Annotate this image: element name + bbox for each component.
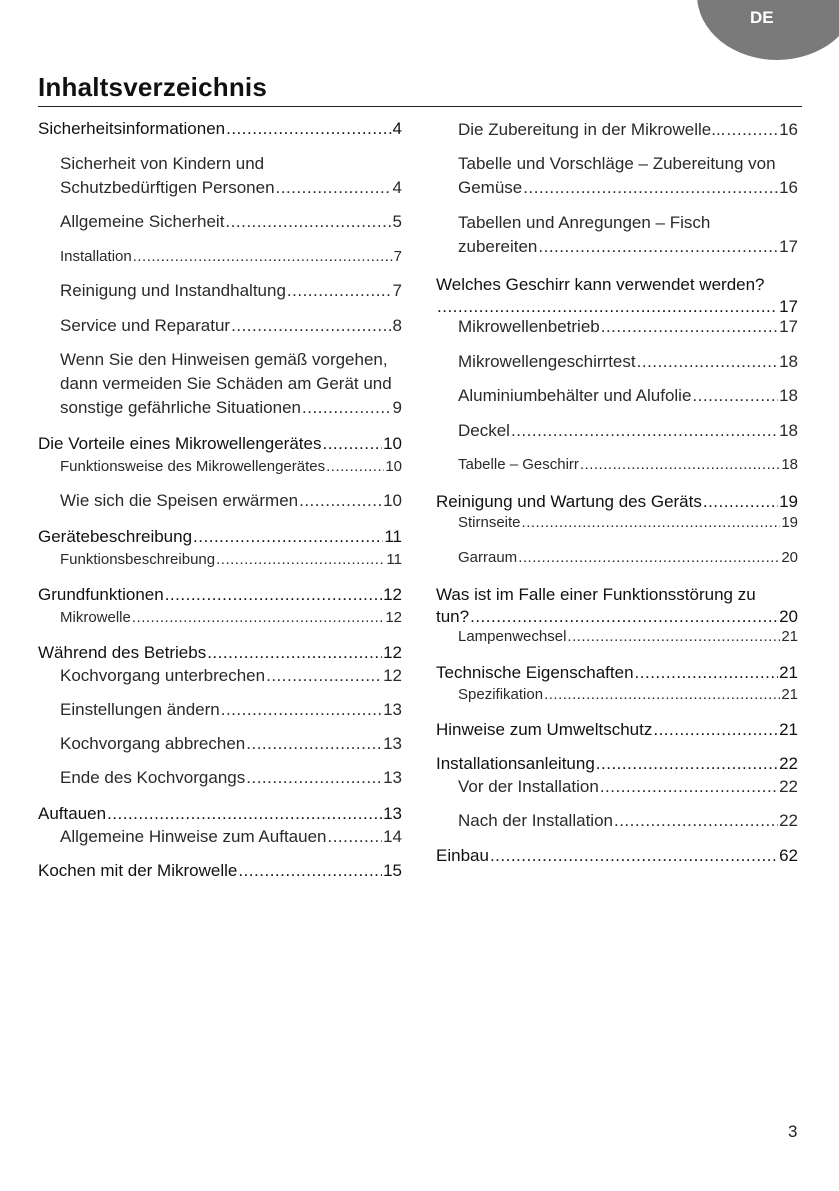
toc-entry-title: Schutzbedürftigen Personen — [60, 178, 275, 197]
dot-leader — [287, 279, 392, 303]
toc-entry-line — [436, 662, 798, 684]
toc-entry-line — [38, 803, 402, 825]
toc-entry-title: Kochen mit der Mikrowelle — [38, 861, 238, 880]
dot-leader — [490, 845, 778, 867]
dot-leader — [133, 245, 393, 269]
toc-entry[interactable] — [436, 350, 798, 374]
toc-page-number: 16 — [779, 178, 798, 197]
toc-page-number: 22 — [779, 811, 798, 830]
toc-page-number: 11 — [384, 527, 402, 546]
dot-leader — [165, 584, 382, 606]
toc-entry-title-line: Was ist im Falle einer Funktionsstörung zu — [436, 585, 756, 604]
dot-leader — [703, 491, 778, 513]
dot-leader — [523, 176, 778, 200]
dot-leader — [567, 625, 780, 649]
toc-entry-title: Hinweise zum Umweltschutz — [436, 720, 653, 739]
toc-entry-title: Die Zubereitung in der Mikrowelle... — [458, 120, 726, 139]
dot-leader — [653, 719, 778, 741]
toc-page-number: 9 — [392, 398, 402, 417]
toc-entry[interactable] — [38, 433, 402, 455]
dot-leader — [193, 526, 383, 548]
toc-entry[interactable] — [38, 606, 402, 630]
dot-leader — [326, 455, 384, 479]
dot-leader — [538, 235, 778, 259]
toc-page-number: 7 — [393, 248, 402, 265]
toc-entry-line — [458, 511, 798, 535]
toc-entry-title: tun? — [436, 607, 470, 626]
toc-page-number: 11 — [386, 551, 402, 568]
toc-entry[interactable] — [436, 775, 798, 799]
toc-page-number: 13 — [383, 700, 402, 719]
toc-entry-title: Lampenwechsel — [458, 628, 567, 645]
toc-page-number: 12 — [383, 643, 402, 662]
dot-leader — [246, 766, 382, 790]
toc-entry-title-line: dann vermeiden Sie Schäden am Gerät und — [60, 374, 392, 393]
dot-leader — [580, 453, 780, 477]
dot-leader — [238, 860, 382, 882]
toc-entry-title: Gemüse — [458, 178, 523, 197]
toc-page-number: 21 — [779, 720, 798, 739]
toc-entry[interactable] — [38, 152, 402, 200]
toc-entry-line — [60, 698, 402, 722]
toc-entry[interactable] — [436, 511, 798, 535]
toc-entry-title: Gerätebeschreibung — [38, 527, 193, 546]
toc-entry-line — [458, 315, 798, 339]
page-title: Inhaltsverzeichnis — [38, 72, 268, 102]
toc-page-number: 16 — [779, 120, 798, 139]
toc-entry-title: Sicherheitsinformationen — [38, 119, 226, 138]
toc-page-number: 10 — [383, 434, 402, 453]
title-divider — [38, 106, 802, 107]
toc-entry[interactable] — [38, 118, 402, 140]
toc-entry-line — [60, 455, 402, 479]
toc-page-number: 17 — [779, 237, 798, 256]
dot-leader — [207, 642, 382, 664]
toc-entry[interactable] — [436, 491, 798, 513]
toc-entry-title: Deckel — [458, 421, 510, 440]
toc-entry-title: Vor der Installation — [458, 777, 599, 796]
toc-entry[interactable] — [38, 860, 402, 882]
toc-entry-line — [458, 775, 798, 799]
toc-entry-line — [38, 584, 402, 606]
toc-entry-title: Wie sich die Speisen erwärmen — [60, 491, 299, 510]
toc-entry-title: Funktionsweise des Mikrowellengerätes — [60, 458, 326, 475]
toc-entry[interactable] — [436, 453, 798, 477]
toc-entry-line — [38, 118, 402, 140]
toc-entry-line — [38, 860, 402, 882]
toc-page-number: 10 — [385, 458, 402, 475]
toc-entry-title: Installationsanleitung — [436, 754, 595, 773]
toc-entry[interactable] — [38, 526, 402, 548]
toc-entry-title: Die Vorteile eines Mikrowellengerätes — [38, 434, 322, 453]
toc-entry-title: Allgemeine Hinweise zum Auftauen — [60, 827, 327, 846]
toc-page-number: 5 — [392, 212, 402, 231]
toc-entry-line — [60, 606, 402, 630]
toc-entry-title: Reinigung und Wartung des Geräts — [436, 492, 702, 511]
toc-entry-line — [60, 176, 402, 200]
toc-entry-line — [60, 732, 402, 756]
dot-leader — [276, 176, 392, 200]
toc-entry-title: Einstellungen ändern — [60, 700, 220, 719]
toc-entry[interactable] — [38, 489, 402, 513]
toc-entry[interactable] — [436, 211, 798, 259]
toc-page-number: 12 — [383, 585, 402, 604]
toc-entry-line — [458, 546, 798, 570]
toc-entry-title: sonstige gefährliche Situationen — [60, 398, 301, 417]
toc-entry-title: Nach der Installation — [458, 811, 613, 830]
toc-entry-line — [458, 683, 798, 707]
toc-entry[interactable] — [38, 455, 402, 479]
toc-entry-title: zubereiten — [458, 237, 538, 256]
toc-entry-line — [458, 118, 798, 142]
toc-entry-line — [38, 526, 402, 548]
toc-page-number: 14 — [383, 827, 402, 846]
toc-page-number: 12 — [383, 666, 402, 685]
toc-entry-title: Spezifikation — [458, 686, 544, 703]
toc-entry[interactable] — [436, 584, 798, 628]
toc-page-number: 20 — [781, 549, 798, 566]
toc-page-number: 62 — [779, 846, 798, 865]
toc-page-number: 22 — [779, 777, 798, 796]
toc-page-number: 22 — [779, 754, 798, 773]
toc-entry[interactable] — [436, 152, 798, 200]
dot-leader — [637, 350, 778, 374]
toc-entry-title: Grundfunktionen — [38, 585, 164, 604]
toc-entry-line — [60, 245, 402, 269]
dot-leader — [221, 698, 382, 722]
toc-page-number: 20 — [779, 607, 798, 626]
dot-leader — [692, 384, 778, 408]
toc-entry[interactable] — [436, 384, 798, 408]
toc-page-number: 12 — [385, 609, 402, 626]
dot-leader — [518, 546, 780, 570]
toc-entry-line — [60, 210, 402, 234]
dot-leader — [596, 753, 778, 775]
toc-entry[interactable] — [436, 118, 798, 142]
toc-page-number: 13 — [383, 768, 402, 787]
toc-entry[interactable] — [38, 766, 402, 790]
dot-leader — [635, 662, 779, 684]
dot-leader — [327, 825, 382, 849]
toc-entry-title-line: Wenn Sie den Hinweisen gemäß vorgehen, — [60, 350, 388, 369]
dot-leader — [132, 606, 384, 630]
toc-entry[interactable] — [38, 664, 402, 688]
dot-leader — [231, 314, 391, 338]
toc-entry-line — [60, 314, 402, 338]
toc-page-number: 15 — [383, 861, 402, 880]
toc-entry-line — [436, 845, 798, 867]
toc-entry-line — [436, 719, 798, 741]
toc-entry[interactable] — [38, 245, 402, 269]
toc-entry-line — [458, 419, 798, 443]
toc-entry-line — [436, 753, 798, 775]
toc-entry-title: Aluminiumbehälter und Alufolie — [458, 386, 692, 405]
toc-entry-title-line: Tabelle und Vorschläge – Zubereitung von — [458, 154, 776, 173]
toc-entry-title: Ende des Kochvorgangs — [60, 768, 246, 787]
toc-entry-title-line: Sicherheit von Kindern und — [60, 154, 265, 173]
toc-entry-title: Installation — [60, 248, 132, 265]
toc-page-number: 10 — [383, 491, 402, 510]
toc-entry[interactable] — [38, 210, 402, 234]
toc-entry[interactable] — [436, 274, 798, 318]
toc-entry-title: Mikrowellenbetrieb — [458, 317, 600, 336]
toc-entry-title: Technische Eigenschaften — [436, 663, 634, 682]
toc-entry[interactable] — [38, 803, 402, 825]
toc-entry-line — [38, 642, 402, 664]
toc-entry-line — [458, 809, 798, 833]
toc-page-number: 13 — [383, 734, 402, 753]
dot-leader — [302, 396, 392, 420]
toc-entry[interactable] — [38, 732, 402, 756]
dot-leader — [266, 664, 382, 688]
toc-entry-title: Stirnseite — [458, 514, 521, 531]
toc-page-number: 18 — [779, 386, 798, 405]
toc-entry-line — [60, 279, 402, 303]
toc-entry[interactable] — [436, 719, 798, 741]
toc-page-number: 7 — [392, 281, 402, 300]
toc-entry-title: Service und Reparatur — [60, 316, 231, 335]
toc-entry-line — [458, 384, 798, 408]
toc-page-number: 21 — [781, 686, 798, 703]
toc-entry-title: Während des Betriebs — [38, 643, 207, 662]
toc-page-number: 18 — [779, 352, 798, 371]
toc-entry[interactable] — [38, 642, 402, 664]
toc-entry-line — [458, 235, 798, 259]
toc-entry-line — [38, 433, 402, 455]
dot-leader — [299, 489, 382, 513]
toc-page-number: 19 — [779, 492, 798, 511]
toc-entry-title: Mikrowellengeschirrtest — [458, 352, 636, 371]
toc-page-number: 17 — [779, 297, 798, 316]
toc-entry[interactable] — [436, 753, 798, 775]
toc-entry-title-line: Tabellen und Anregungen – Fisch — [458, 213, 711, 232]
toc-entry-line — [458, 350, 798, 374]
dot-leader — [614, 809, 778, 833]
toc-entry[interactable] — [436, 419, 798, 443]
toc-page-number: 18 — [781, 456, 798, 473]
toc-entry[interactable] — [38, 584, 402, 606]
dot-leader — [216, 548, 385, 572]
language-label: DE — [750, 8, 774, 27]
dot-leader — [226, 118, 391, 140]
dot-leader — [322, 433, 382, 455]
toc-entry-title: Funktionsbeschreibung — [60, 551, 216, 568]
dot-leader — [600, 775, 778, 799]
toc-entry[interactable] — [38, 348, 402, 420]
toc-entry[interactable] — [436, 683, 798, 707]
toc-entry[interactable] — [38, 548, 402, 572]
toc-page-number: 17 — [779, 317, 798, 336]
toc-page-number: 21 — [779, 663, 798, 682]
toc-entry-title: Kochvorgang abbrechen — [60, 734, 246, 753]
dot-leader — [246, 732, 382, 756]
toc-entry[interactable] — [436, 662, 798, 684]
toc-entry-title: Tabelle – Geschirr — [458, 456, 579, 473]
toc-entry-line — [60, 396, 402, 420]
toc-page-number: 21 — [781, 628, 798, 645]
toc-entry-line — [458, 625, 798, 649]
dot-leader — [225, 210, 391, 234]
toc-entry-line — [436, 491, 798, 513]
dot-leader — [726, 118, 778, 142]
toc-entry-line — [60, 766, 402, 790]
toc-entry[interactable] — [436, 546, 798, 570]
toc-entry[interactable] — [38, 314, 402, 338]
toc-entry-line — [60, 548, 402, 572]
toc-entry-line — [458, 453, 798, 477]
toc-entry[interactable] — [38, 279, 402, 303]
toc-entry-title: Kochvorgang unterbrechen — [60, 666, 266, 685]
toc-entry-title: Reinigung und Instandhaltung — [60, 281, 286, 300]
toc-page-number: 4 — [392, 119, 402, 138]
toc-entry[interactable] — [436, 315, 798, 339]
toc-page-number: 8 — [392, 316, 402, 335]
toc-entry-title: Garraum — [458, 549, 518, 566]
toc-entry[interactable] — [436, 845, 798, 867]
toc-entry-title: Auftauen — [38, 804, 107, 823]
toc-entry-title: Einbau — [436, 846, 489, 865]
toc-entry-line — [60, 825, 402, 849]
toc-entry-title-line: Welches Geschirr kann verwendet werden? — [436, 275, 765, 294]
toc-entry-line — [458, 176, 798, 200]
toc-entry[interactable] — [436, 809, 798, 833]
toc-entry[interactable] — [38, 698, 402, 722]
dot-leader — [544, 683, 780, 707]
dot-leader — [511, 419, 778, 443]
toc-entry-line — [60, 664, 402, 688]
toc-page-number: 4 — [392, 178, 402, 197]
dot-leader — [107, 803, 382, 825]
toc-entry-title: Mikrowelle — [60, 609, 131, 626]
page-number: 3 — [788, 1122, 798, 1141]
dot-leader — [601, 315, 778, 339]
toc-page-number: 18 — [779, 421, 798, 440]
toc-page-number: 19 — [781, 514, 798, 531]
toc-entry-title: Allgemeine Sicherheit — [60, 212, 225, 231]
toc-page-number: 13 — [383, 804, 402, 823]
dot-leader — [522, 511, 781, 535]
toc-entry[interactable] — [436, 625, 798, 649]
toc-entry-line — [60, 489, 402, 513]
toc-entry[interactable] — [38, 825, 402, 849]
